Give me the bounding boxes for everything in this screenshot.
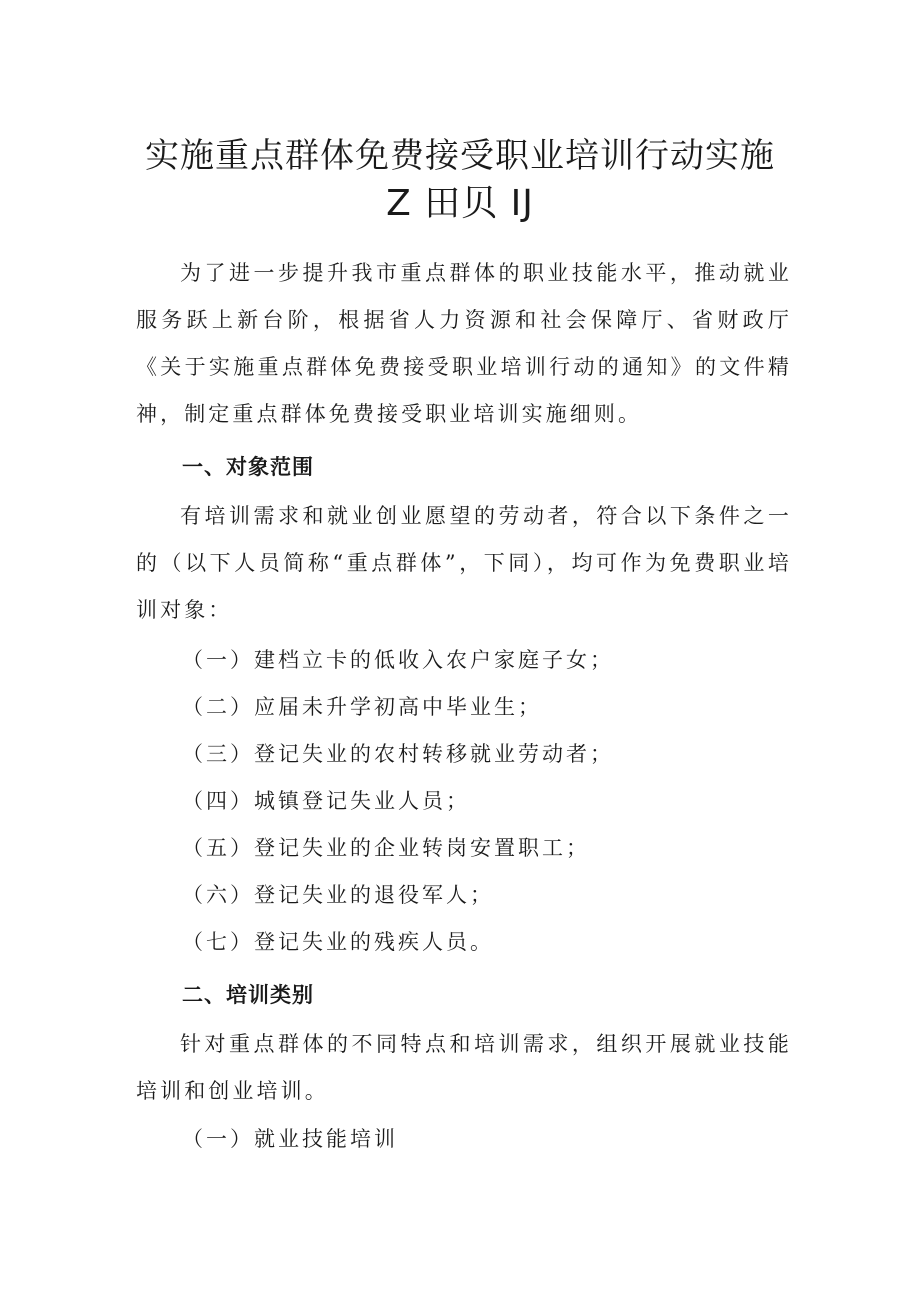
section1-heading: 一、对象范围 <box>182 455 314 479</box>
document-title-line2: Z 田贝 IJ <box>386 183 534 224</box>
section1-item-5: （五）登记失业的企业转岗安置职工； <box>182 836 590 860</box>
section1-item-6: （六）登记失业的退役军人； <box>182 883 494 907</box>
section1-item-4: （四）城镇登记失业人员； <box>182 789 470 813</box>
document-title-line1: 实施重点群体免费接受职业培训行动实施 <box>145 136 775 176</box>
section2-body: 针对重点群体的不同特点和培训需求，组织开展就业技能培训和创业培训。 <box>136 1032 792 1103</box>
section1-item-1: （一）建档立卡的低收入农户家庭子女； <box>182 648 614 672</box>
section1-item-7: （七）登记失业的残疾人员。 <box>182 930 494 954</box>
section1-body: 有培训需求和就业创业愿望的劳动者，符合以下条件之一的（以下人员简称“重点群体”，下同），均可作为免费职业培训对象： <box>136 504 792 622</box>
section1-item-2: （二）应届未升学初高中毕业生； <box>182 695 542 719</box>
section2-heading: 二、培训类别 <box>182 983 314 1007</box>
section1-item-3: （三）登记失业的农村转移就业劳动者； <box>182 742 614 766</box>
section2-item-1: （一）就业技能培训 <box>182 1127 398 1151</box>
intro-paragraph: 为了进一步提升我市重点群体的职业技能水平，推动就业服务跃上新台阶，根据省人力资源和社会保障厅、省财政厅《关于实施重点群体免费接受职业培训行动的通知》的文件精神，制定重点群体免费接受职业培训实施细则。 <box>136 261 792 426</box>
